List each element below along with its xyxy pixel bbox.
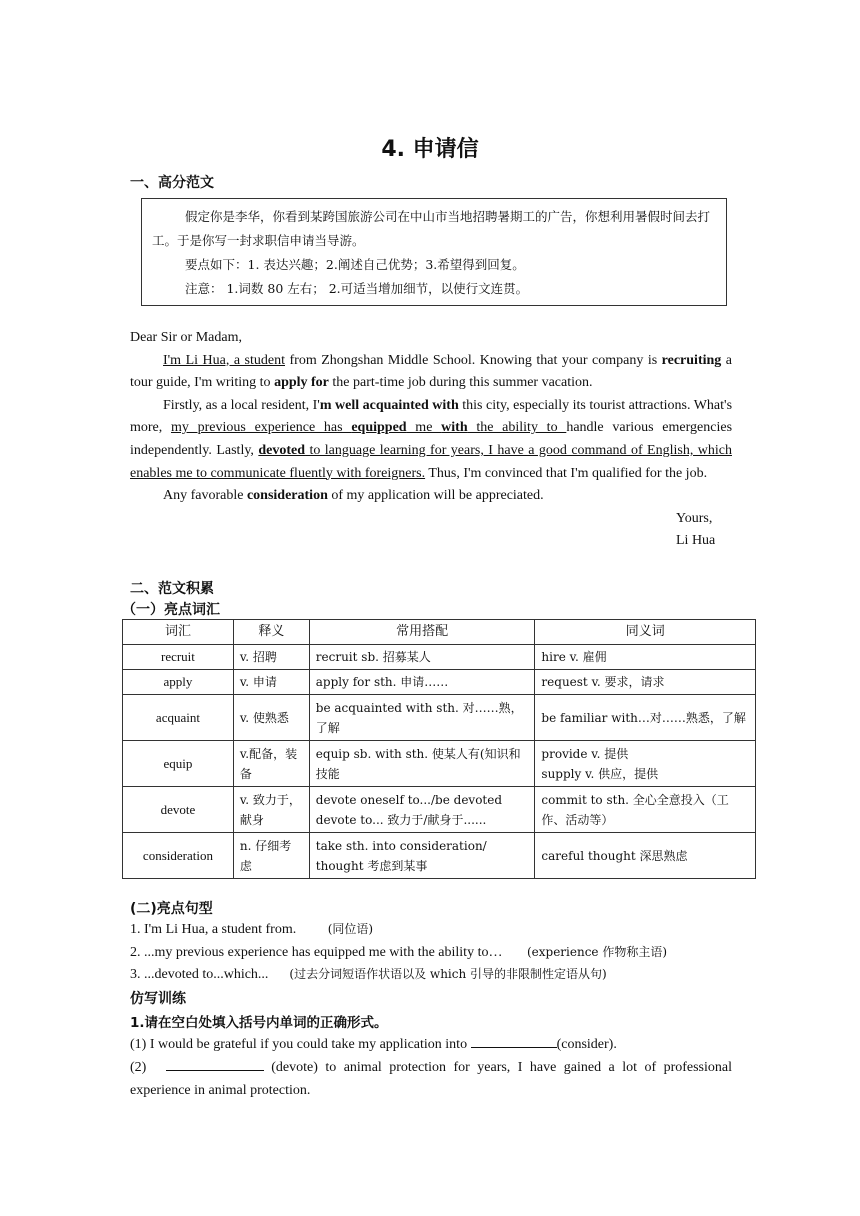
task-prompt-box xyxy=(141,198,727,306)
header-cell: 释义 xyxy=(233,620,309,645)
synonym-cell: commit to sth. 全心全意投入（工作、活动等） xyxy=(535,787,756,833)
word-cell: acquaint xyxy=(123,695,234,741)
synonym-line: supply v. 供应，提供 xyxy=(541,766,659,781)
subsection-heading-sentence-patterns: (二)亮点句型 xyxy=(130,901,213,917)
synonym-cell: hire v. 雇佣 xyxy=(535,645,756,670)
table-row xyxy=(123,833,756,879)
meaning-cell: v. 招聘 xyxy=(233,645,309,670)
collocation-cell: be acquainted with sth. 对……熟，了解 xyxy=(309,695,535,741)
table-header-row xyxy=(123,620,756,645)
question-number: (2) xyxy=(130,1060,154,1075)
table-row xyxy=(123,741,756,787)
letter-paragraph-3 xyxy=(130,485,732,508)
bold-phrase: apply for xyxy=(274,375,329,391)
text-run: this city, especially its tourist attractions. What's more, xyxy=(130,397,733,436)
pattern-text: 2. ...my previous experience has equipped me with the ability to… xyxy=(130,945,503,960)
practice-heading: 仿写训练 xyxy=(130,991,186,1007)
text-run: of my application will be appreciated. xyxy=(327,488,544,504)
section-heading-accumulation: 二、范文积累 xyxy=(130,581,214,597)
word-cell: apply xyxy=(123,670,234,695)
pattern-note: (过去分词短语作状语以及 which 引导的非限制性定语从句) xyxy=(289,967,607,981)
task-description: 假定你是李华，你看到某跨国旅游公司在中山市当地招聘暑期工的广告，你想利用暑假时间去打工。于是你写一封求职信申请当导游。 xyxy=(152,209,711,248)
synonym-cell: request v. 要求，请求 xyxy=(535,670,756,695)
table-row xyxy=(123,695,756,741)
subsection-heading-vocab: （一）亮点词汇 xyxy=(122,602,220,618)
answer-blank[interactable] xyxy=(471,1033,557,1048)
sentence-pattern-1 xyxy=(130,920,373,938)
meaning-cell: v. 申请 xyxy=(233,670,309,695)
collocation-cell: recruit sb. 招募某人 xyxy=(309,645,535,670)
header-cell: 常用搭配 xyxy=(309,620,535,645)
question-text: (1) I would be grateful if you could take my application into xyxy=(130,1037,471,1052)
table-row xyxy=(123,787,756,833)
text-run: a tour guide, I'm writing to xyxy=(130,352,733,391)
pattern-note: (同位语) xyxy=(327,922,374,936)
synonym-cell: careful thought 深思熟虑 xyxy=(535,833,756,879)
page-title: 4. 申请信 xyxy=(381,137,479,162)
vocab-table xyxy=(122,619,756,879)
model-letter xyxy=(130,327,732,553)
question-text: (consider). xyxy=(556,1037,617,1052)
text-run: Firstly, as a local resident, I' xyxy=(163,397,320,413)
pattern-note: (experience 作物称主语) xyxy=(526,945,668,959)
word-cell: devote xyxy=(123,787,234,833)
bold-phrase: consideration xyxy=(246,488,328,504)
sentence-pattern-2 xyxy=(130,943,667,961)
bold-underlined-phrase: devoted xyxy=(258,442,306,458)
word-cell: consideration xyxy=(123,833,234,879)
sentence-pattern-3 xyxy=(130,965,607,983)
underlined-phrase: to language learning for years, I have a good command of English, which enables me to communicate fluently with foreigners. xyxy=(130,442,732,481)
table-row xyxy=(123,670,756,695)
text-run: from Zhongshan Middle School. Knowing that your company is xyxy=(285,352,662,368)
bold-underlined-phrase: with xyxy=(441,420,468,436)
answer-blank[interactable] xyxy=(166,1056,264,1071)
collocation-cell: apply for sth. 申请…… xyxy=(309,670,535,695)
letter-greeting: Dear Sir or Madam, xyxy=(130,330,242,345)
synonym-cell: be familiar with…对……熟悉，了解 xyxy=(535,695,756,741)
letter-paragraph-2 xyxy=(130,395,732,485)
header-cell: 词汇 xyxy=(123,620,234,645)
word-cell: equip xyxy=(123,741,234,787)
text-run: Any favorable xyxy=(163,488,247,504)
collocation-cell: take sth. into consideration/ thought 考虑到某事 xyxy=(309,833,535,879)
letter-signature: Li Hua xyxy=(676,533,716,549)
bold-phrase: m well acquainted with xyxy=(319,397,459,413)
pattern-text: 3. ...devoted to...which... xyxy=(130,967,269,982)
meaning-cell: v.配备，装备 xyxy=(233,741,309,787)
letter-paragraph-1 xyxy=(130,350,732,395)
pattern-text: 1. I'm Li Hua, a student from. xyxy=(130,922,297,937)
underlined-phrase: I'm Li Hua, a student xyxy=(163,352,285,368)
task-key-points: 要点如下：1. 表达兴趣；2.阐述自己优势；3.希望得到回复。 xyxy=(185,257,525,272)
text-run: Thus, I'm convinced that I'm qualified for the job. xyxy=(425,465,708,481)
synonym-line: provide v. 提供 xyxy=(541,746,629,761)
bold-underlined-phrase: equipped xyxy=(351,420,407,436)
collocation-cell: devote oneself to.../be devoted devote to... 致力于/献身于...... xyxy=(309,787,535,833)
meaning-cell: v. 致力于，献身 xyxy=(233,787,309,833)
bold-phrase: recruiting xyxy=(661,352,722,368)
synonym-cell xyxy=(535,741,756,787)
header-cell: 同义词 xyxy=(535,620,756,645)
word-cell: recruit xyxy=(123,645,234,670)
exercise-instruction: 1.请在空白处填入括号内单词的正确形式。 xyxy=(130,1015,388,1031)
underlined-phrase: the ability to xyxy=(467,420,567,436)
task-notes: 注意： 1.词数 80 左右； 2.可适当增加细节，以使行文连贯。 xyxy=(185,281,529,296)
exercise-question-2 xyxy=(130,1056,732,1102)
text-run: handle various emergencies independently. Lastly, xyxy=(130,420,733,458)
letter-closing: Yours, xyxy=(676,510,713,526)
meaning-cell: v. 使熟悉 xyxy=(233,695,309,741)
underlined-phrase: my previous experience has xyxy=(171,420,352,436)
table-row xyxy=(123,645,756,670)
section-heading-model-essay: 一、高分范文 xyxy=(130,175,214,191)
question-text: (devote) to animal protection for years, I have gained a lot of professional experience in animal protection. xyxy=(130,1060,732,1098)
meaning-cell: n. 仔细考虑 xyxy=(233,833,309,879)
text-run: the part-time job during this summer vacation. xyxy=(328,375,593,391)
underlined-phrase: me xyxy=(406,420,442,436)
collocation-cell: equip sb. with sth. 使某人有(知识和技能 xyxy=(309,741,535,787)
exercise-question-1 xyxy=(130,1033,732,1053)
